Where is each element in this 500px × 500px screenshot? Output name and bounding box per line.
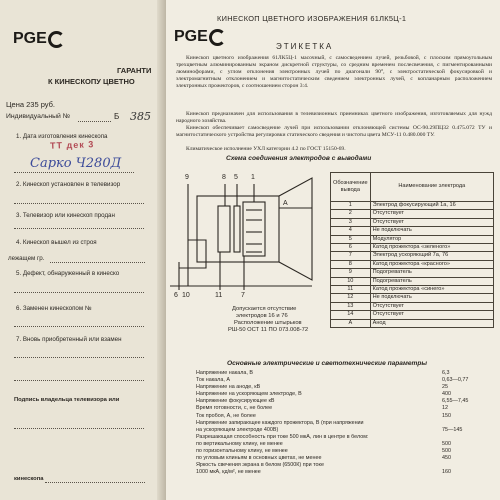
description-paragraph-4: Климатическое исполнение УХЛ категории 4.2 по ГОСТ 15150-69. — [186, 146, 346, 152]
price-label: Цена 235 руб. — [6, 100, 56, 109]
logo-ring-icon — [209, 29, 226, 46]
parameter-name: Разрешающая способность при токе 500 мкА, лин в центре в белом: — [196, 433, 369, 440]
table-row — [331, 286, 494, 294]
bottom-label: кинескопа — [14, 476, 44, 482]
parameter-value: 400 — [442, 391, 451, 398]
parameter-name: Ток пробоя, А, не более — [196, 412, 256, 419]
table-row — [331, 252, 494, 260]
guarantee-title-2: К КИНЕСКОПУ ЦВЕТНО — [48, 77, 135, 86]
parameter-value — [442, 420, 494, 427]
electrode-name-cell: Электрод ускоряющий 7а, 76 — [370, 252, 493, 260]
parameter-value: 12 — [442, 405, 448, 412]
parameter-name: по вертикальному клину, не менее — [196, 440, 283, 447]
electrode-name-cell: Подогреватель — [370, 277, 493, 285]
parameter-value: 150 — [442, 412, 451, 419]
parameter-name: Время готовности, с, не более — [196, 405, 273, 412]
parameter-value — [442, 434, 494, 441]
pin-label-7: 7 — [241, 292, 245, 299]
parameter-value: 75—145 — [442, 426, 463, 433]
electrode-name-cell: Не подключать — [370, 294, 493, 302]
electrode-name-cell: Отсутствует — [370, 311, 493, 319]
electrode-name-cell: Не подключать — [370, 227, 493, 235]
guarantee-title-1: ГАРАНТИ — [117, 66, 152, 75]
diagram-caption-2: электродов 16 и 76 — [236, 313, 288, 319]
description-paragraph-3: Кинескоп обеспечивает самосведение лучей при использовании отклоняющей системы ОС-90.29ПЦ32 0.475.072 ТУ и магнитостатического устройства регулировки статического сведения и чистоты цвета МСУ-11 0.480.000 ТУ. — [176, 125, 492, 138]
pin-number-cell: 6 — [331, 244, 371, 252]
pin-number-cell: А — [331, 319, 371, 327]
table-header-pin: Обозначение вывода — [331, 173, 371, 202]
pin-number-cell: 5 — [331, 235, 371, 243]
electrode-name-cell: Катод прожектора «синего» — [370, 286, 493, 294]
pin-label-1: 1 — [251, 174, 255, 181]
pin-number-cell: 9 — [331, 269, 371, 277]
electrode-name-cell: Катод прожектора «красного» — [370, 260, 493, 268]
parameter-row — [196, 377, 494, 384]
logo-text: PGE — [13, 30, 47, 47]
parameter-row — [196, 455, 494, 462]
parameter-name: Напряжение запирающее каждого прожектора, В (при напряжении — [196, 419, 364, 426]
pin-label-9: 9 — [185, 174, 189, 181]
parameter-value — [442, 462, 494, 469]
table-row — [331, 311, 494, 319]
parameter-name: по угловым клиньям в основных цветах, не менее — [196, 455, 322, 462]
electrode-name-cell: Подогреватель — [370, 269, 493, 277]
item-6-label: 6. Заменен кинескопом № — [16, 305, 92, 312]
anode-label: А — [283, 200, 288, 207]
parameter-row — [196, 427, 494, 434]
parameter-row — [196, 441, 494, 448]
table-row — [331, 210, 494, 218]
item-4-label: 4. Кинескоп вышел из строя — [16, 239, 97, 246]
electrode-name-cell: Анод — [370, 319, 493, 327]
parameter-name: Напряжение на аноде, кВ — [196, 384, 261, 391]
pin-number-cell: 4 — [331, 227, 371, 235]
pin-number-cell: 3 — [331, 218, 371, 226]
table-row — [331, 319, 494, 327]
item-5-label: 5. Дефект, обнаруженный в кинеско — [16, 270, 120, 277]
electrode-table — [330, 172, 494, 328]
guarantee-card — [0, 0, 167, 500]
signature-label: Подпись владельца телевизора или — [14, 397, 120, 403]
parameter-name: Ток накала, А — [196, 377, 230, 384]
diagram-title: Схема соединения электродов с выводами — [226, 155, 372, 162]
parameter-row — [196, 384, 494, 391]
table-row — [331, 277, 494, 285]
item-4-continuation: лежащем гр. — [8, 255, 45, 262]
parameter-name: Напряжение на ускоряющем электроде, В — [196, 391, 302, 398]
pin-number-cell: 12 — [331, 294, 371, 302]
parameter-name: 1000 мкА, кд/м², не менее — [196, 469, 261, 476]
pin-number-cell: 2 — [331, 210, 371, 218]
pin-label-11: 11 — [215, 292, 223, 299]
serial-prefix: Б — [114, 112, 120, 121]
parameters-list — [196, 370, 494, 476]
item-2-label: 2. Кинескоп установлен в телевизор — [16, 181, 121, 188]
parameter-value: 25 — [442, 384, 448, 391]
pin-number-cell: 7 — [331, 252, 371, 260]
parameter-row — [196, 462, 494, 469]
document-title: КИНЕСКОП ЦВЕТНОГО ИЗОБРАЖЕНИЯ 61ЛК5Ц-1 — [217, 14, 407, 23]
parameter-name: Яркость свечения экрана в белом (6500К) при токе — [196, 462, 324, 469]
serial-number: 385 — [130, 110, 151, 123]
parameter-value: 500 — [442, 448, 451, 455]
electrode-name-cell: Отсутствует — [370, 218, 493, 226]
diagram-caption-3: Расположение штырьков — [234, 320, 302, 326]
electrode-name-cell: Отсутствует — [370, 210, 493, 218]
parameter-value: 160 — [442, 469, 451, 476]
pge-logo-right — [174, 28, 226, 46]
parameter-name: на ускоряющем электроде 400В) — [196, 426, 279, 433]
table-row — [331, 235, 494, 243]
table-row — [331, 227, 494, 235]
parameter-value: 0,63—0,77 — [442, 377, 469, 384]
label-heading: ЭТИКЕТКА — [276, 42, 334, 51]
pin-label-8: 8 — [222, 174, 226, 181]
parameter-row — [196, 413, 494, 420]
pin-label-5: 5 — [234, 174, 238, 181]
table-row — [331, 294, 494, 302]
diagram-caption-4: РШ-50 ОСТ 11 ПО 073.008-72 — [228, 327, 309, 333]
table-row — [331, 218, 494, 226]
pin-number-cell: 1 — [331, 202, 371, 210]
table-row — [331, 244, 494, 252]
pge-logo-left — [13, 30, 65, 48]
pin-number-cell: 11 — [331, 286, 371, 294]
table-row — [331, 269, 494, 277]
parameter-name: по горизонтальному клину, не менее — [196, 448, 288, 455]
diagram-caption-1: Допускается отсутствие — [232, 306, 297, 312]
pin-number-cell: 10 — [331, 277, 371, 285]
paper-fold — [157, 0, 166, 500]
parameter-row — [196, 398, 494, 405]
table-row — [331, 302, 494, 310]
parameter-row — [196, 448, 494, 455]
parameter-row — [196, 370, 494, 377]
parameter-row — [196, 391, 494, 398]
electrode-name-cell: Модулятор — [370, 235, 493, 243]
item-7-label: 7. Вновь приобретенный или взамен — [16, 336, 122, 343]
pin-label-6: 6 — [174, 292, 178, 299]
table-row — [331, 202, 494, 210]
parameter-row — [196, 420, 494, 427]
item-3-label: 3. Телевизор или кинескоп продан — [16, 212, 115, 219]
parameter-row — [196, 405, 494, 412]
parameter-row — [196, 469, 494, 476]
parameter-name: Напряжение накала, В — [196, 370, 253, 376]
table-header-name: Наименование электрода — [370, 173, 493, 202]
parameter-name: Напряжение фокусирующее кВ — [196, 398, 275, 405]
logo-text: PGE — [174, 28, 208, 45]
description-paragraph-1: Кинескоп цветного изображения 61ЛК5Ц-1 масочный, с самосведением лучей, резьбовой, с плоским прямоугольным трехцветным алюминированным экраном дискретной структуры, со средним временем послесвечения, с пигментированными люминофорами, с углом отклонения электронных лучей по диагонали 90°, с электростатической фокусировкой и электромагнитным отклонением и магнитостатическим сведением электронных лучей, с копланарным расположением электронных прожекторов, с соотношением сторон 3:4. — [176, 55, 492, 89]
parameter-value: 6,55—7,45 — [442, 398, 469, 405]
parameter-value: 6,3 — [442, 370, 450, 376]
table-row — [331, 260, 494, 268]
electrode-name-cell: Отсутствует — [370, 302, 493, 310]
item-1-label: 1. Дата изготовления кинескопа — [16, 133, 108, 140]
pin-number-cell: 8 — [331, 260, 371, 268]
pin-label-10: 10 — [182, 292, 190, 299]
handwritten-entry: Сарко Ч280Д — [30, 156, 122, 171]
parameters-heading: Основные электрические и светотехнические параметры — [227, 360, 428, 367]
pin-number-cell: 13 — [331, 302, 371, 310]
parameter-row — [196, 434, 494, 441]
description-paragraph-2: Кинескоп предназначен для использования в телевизионных приемниках цветного изображения, изготовляемых для нужд народного хозяйства. — [176, 111, 492, 124]
electrode-name-cell: Катод прожектора «зеленого» — [370, 244, 493, 252]
electrode-name-cell: Электрод фокусирующий 1а, 16 — [370, 202, 493, 210]
individual-number-label: Индивидуальный № — [6, 113, 70, 120]
parameter-value: 500 — [442, 440, 451, 447]
date-stamp: ТТ дек 3 — [49, 139, 95, 151]
parameter-value: 450 — [442, 455, 451, 462]
pin-number-cell: 14 — [331, 311, 371, 319]
logo-ring-icon — [48, 31, 65, 48]
